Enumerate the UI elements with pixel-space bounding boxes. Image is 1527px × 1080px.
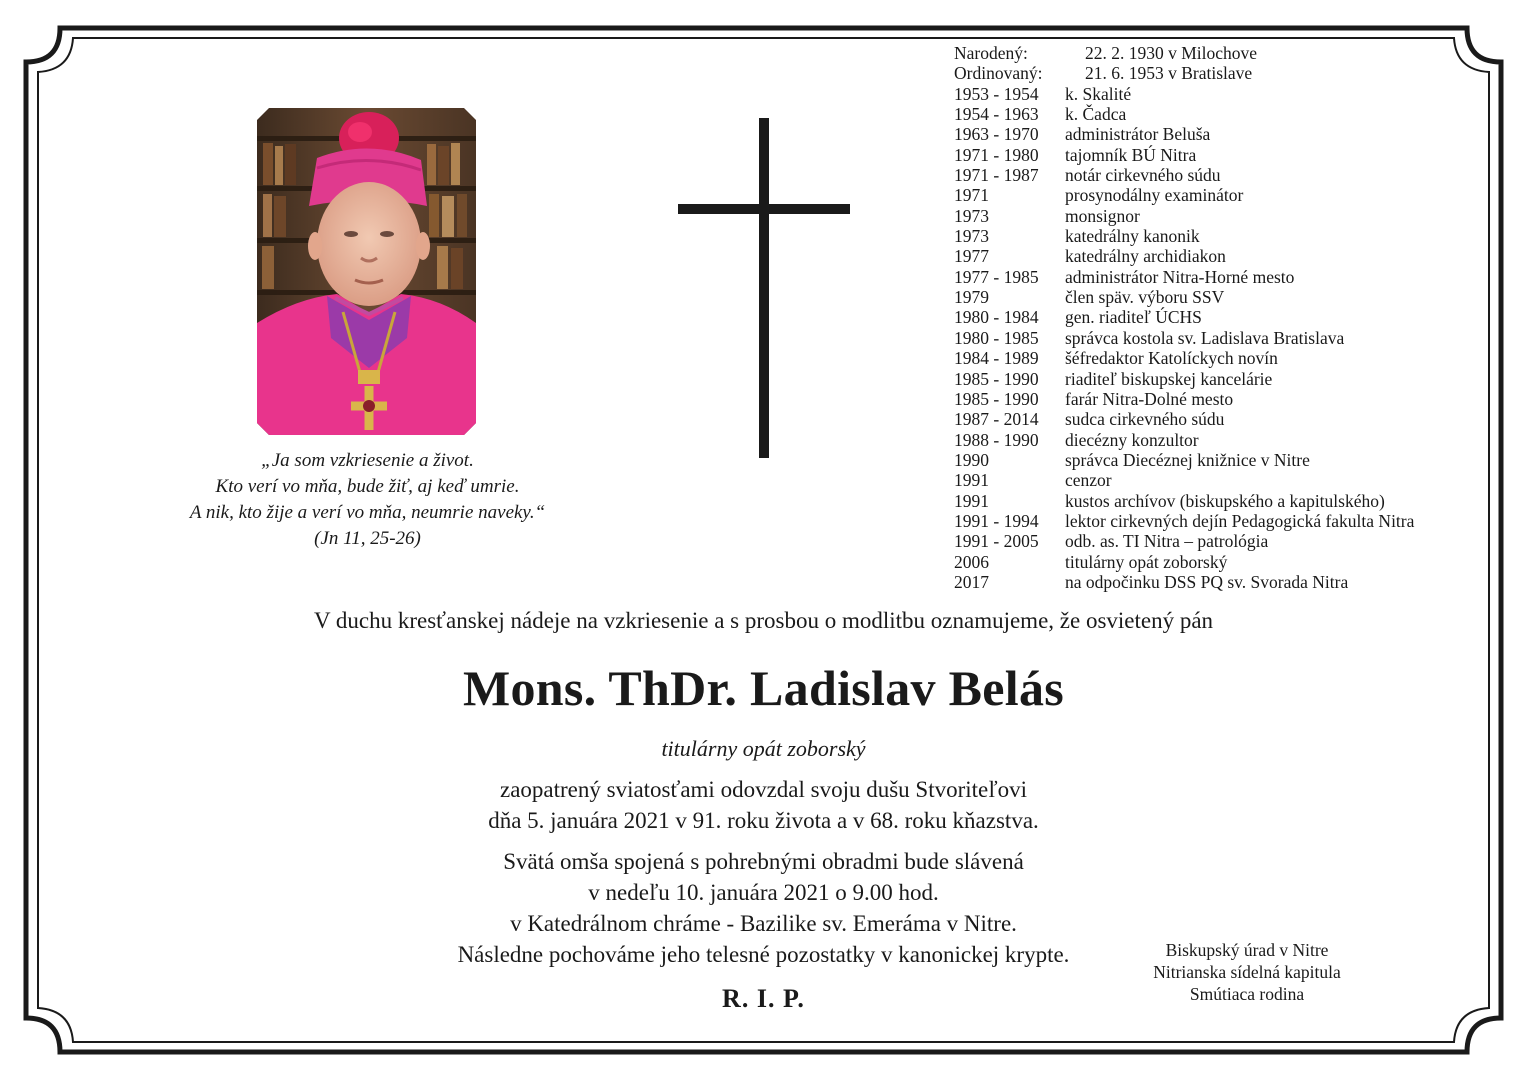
bio-years: 1980 - 1985 xyxy=(954,327,1039,348)
funeral-line: Svätá omša spojená s pohrebnými obradmi bude slávená xyxy=(503,849,1024,874)
bio-label: Ordinovaný: xyxy=(954,63,1043,84)
bio-role: kustos archívov (biskupského a kapitulského) xyxy=(1065,490,1385,511)
rip-text: R. I. P. xyxy=(722,984,805,1013)
bio-years: 1985 - 1990 xyxy=(954,388,1039,409)
intro-text: V duchu kresťanskej nádeje na vzkriesenie a s prosbou o modlitbu oznamujeme, že osvietený pán xyxy=(313,608,1214,633)
bio-years: 1985 - 1990 xyxy=(954,368,1039,389)
bio-role: člen späv. výboru SSV xyxy=(1065,287,1225,308)
bio-role: správca Diecéznej knižnice v Nitre xyxy=(1065,449,1310,470)
bio-years: 1991 xyxy=(954,490,989,511)
bible-quote xyxy=(130,448,605,552)
bio-role: tajomník BÚ Nitra xyxy=(1065,144,1197,165)
quote-reference: (Jn 11, 25-26) xyxy=(314,528,421,549)
deceased-name: Mons. ThDr. Ladislav Belás xyxy=(462,660,1064,716)
bio-role: cenzor xyxy=(1065,470,1112,491)
signer: Smútiaca rodina xyxy=(1189,984,1305,1004)
bio-years: 1954 - 1963 xyxy=(954,104,1039,125)
bio-years: 1991 - 1994 xyxy=(954,510,1039,531)
bio-role: titulárny opát zoborský xyxy=(1065,551,1228,572)
bio-years: 1991 - 2005 xyxy=(954,531,1039,552)
quote-line: A nik, kto žije a verí vo mňa, neumrie naveky.“ xyxy=(189,502,546,523)
bio-role: notár cirkevného súdu xyxy=(1065,165,1221,186)
bio-years: 1953 - 1954 xyxy=(954,83,1039,104)
bio-value: 21. 6. 1953 v Bratislave xyxy=(1085,63,1253,84)
quote-line: „Ja som vzkriesenie a život. xyxy=(261,450,474,471)
bio-role: katedrálny kanonik xyxy=(1065,226,1200,247)
funeral-line: v nedeľu 10. januára 2021 o 9.00 hod. xyxy=(588,880,939,905)
bio-years: 1990 xyxy=(954,449,989,470)
bio-years: 1977 xyxy=(954,246,989,267)
bio-role: správca kostola sv. Ladislava Bratislava xyxy=(1065,327,1345,348)
bio-role: gen. riaditeľ ÚCHS xyxy=(1065,307,1202,328)
portrait-photo xyxy=(257,108,476,435)
bio-role: riaditeľ biskupskej kancelárie xyxy=(1065,368,1273,389)
bio-years: 1991 xyxy=(954,470,989,491)
bio-role: monsignor xyxy=(1065,205,1140,226)
funeral-line: Následne pochováme jeho telesné pozostatky v kanonickej krypte. xyxy=(457,942,1070,967)
bio-years: 1979 xyxy=(954,287,989,308)
bio-years: 1980 - 1984 xyxy=(954,307,1039,328)
bio-years: 1971 - 1980 xyxy=(954,144,1039,165)
bio-role: administrátor Nitra-Horné mesto xyxy=(1065,266,1295,287)
quote-line: Kto verí vo mňa, bude žiť, aj keď umrie. xyxy=(215,476,520,497)
cross-icon xyxy=(678,118,850,460)
signer: Biskupský úrad v Nitre xyxy=(1165,940,1329,960)
bio-years: 1987 - 2014 xyxy=(954,409,1039,430)
bio-years: 1984 - 1989 xyxy=(954,348,1039,369)
bio-years: 1971 - 1987 xyxy=(954,165,1039,186)
bio-role: katedrálny archidiakon xyxy=(1065,246,1226,267)
bio-role: prosynodálny examinátor xyxy=(1065,185,1244,206)
bio-role: administrátor Beluša xyxy=(1065,124,1211,145)
funeral-line: v Katedrálnom chráme - Bazilike sv. Emeráma v Nitre. xyxy=(510,911,1017,936)
bio-years: 1988 - 1990 xyxy=(954,429,1039,450)
bio-years: 1971 xyxy=(954,185,989,206)
bio-years: 1973 xyxy=(954,226,989,247)
bio-role: lektor cirkevných dejín Pedagogická fakulta Nitra xyxy=(1065,510,1415,531)
deceased-title: titulárny opát zoborský xyxy=(661,736,866,761)
bio-role: odb. as. TI Nitra – patrológia xyxy=(1065,531,1269,552)
bio-years: 1973 xyxy=(954,205,989,226)
death-line: zaopatrený sviatosťami odovzdal svoju dušu Stvoriteľovi xyxy=(499,777,1027,802)
bio-years: 1977 - 1985 xyxy=(954,266,1039,287)
bio-years: 1963 - 1970 xyxy=(954,124,1039,145)
bio-role: diecézny konzultor xyxy=(1065,429,1199,450)
bio-role: sudca cirkevného súdu xyxy=(1065,409,1225,430)
death-paragraph xyxy=(0,774,1527,836)
bio-role: šéfredaktor Katolíckych novín xyxy=(1065,348,1278,369)
bio-label: Narodený: xyxy=(954,43,1028,63)
bio-value: 22. 2. 1930 v Milochove xyxy=(1085,43,1258,63)
bio-role: k. Čadca xyxy=(1065,104,1127,125)
bio-years: 2006 xyxy=(954,551,989,572)
death-line: dňa 5. januára 2021 v 91. roku života a v 68. roku kňazstva. xyxy=(488,808,1039,833)
bio-role: farár Nitra-Dolné mesto xyxy=(1065,388,1234,409)
bio-role: k. Skalité xyxy=(1065,83,1132,104)
signers xyxy=(1131,939,1363,1005)
signer: Nitrianska sídelná kapitula xyxy=(1153,962,1341,982)
bio-role: na odpočinku DSS PQ sv. Svorada Nitra xyxy=(1065,571,1349,592)
bio-years: 2017 xyxy=(954,571,989,592)
